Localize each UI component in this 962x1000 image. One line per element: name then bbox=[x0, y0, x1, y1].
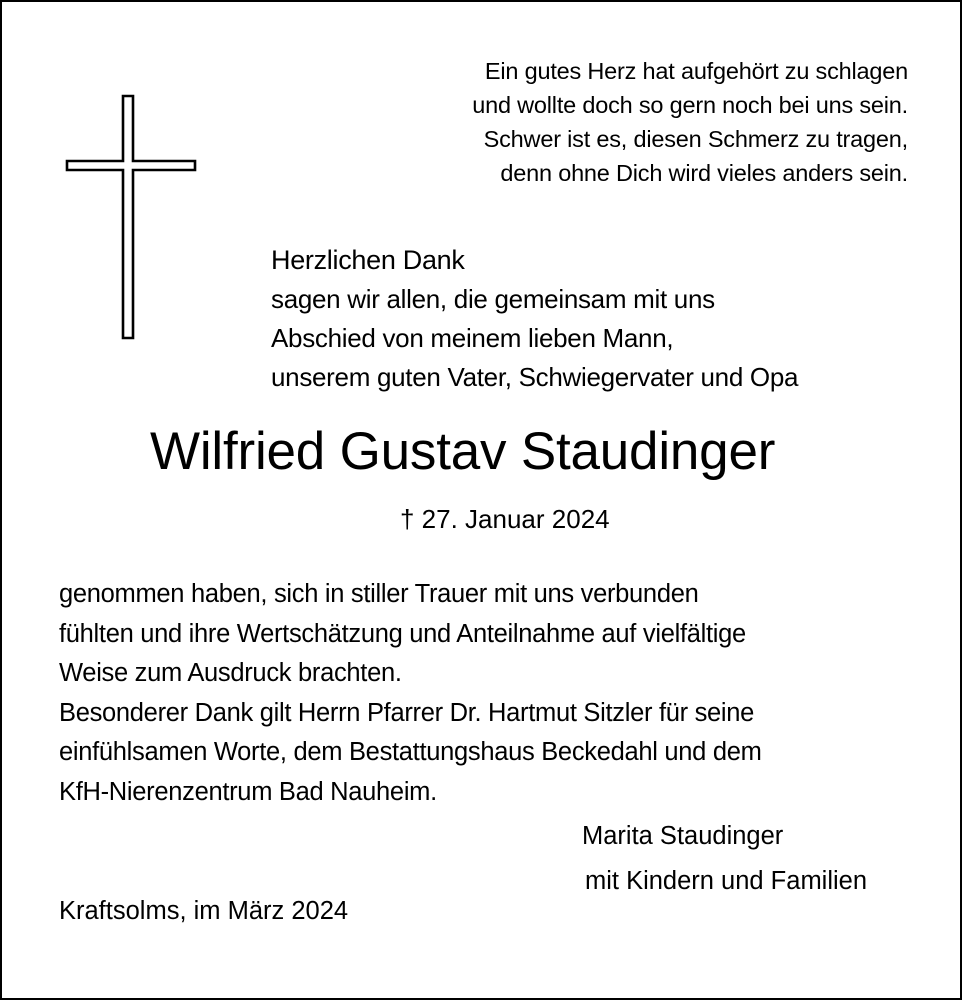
body-line: KfH-Nierenzentrum Bad Nauheim. bbox=[59, 777, 437, 806]
poem bbox=[472, 54, 908, 190]
cross-icon bbox=[64, 94, 198, 340]
thanks-line: sagen wir allen, die gemeinsam mit uns bbox=[271, 284, 715, 314]
body-line: Weise zum Ausdruck brachten. bbox=[59, 659, 402, 687]
deceased-name: Wilfried Gustav Staudinger bbox=[150, 422, 776, 481]
body-line: genommen haben, sich in stiller Trauer mit uns verbunden bbox=[59, 580, 699, 608]
body-line: Besonderer Dank gilt Herrn Pfarrer Dr. Hartmut Sitzler für seine bbox=[59, 698, 755, 727]
thanks-block bbox=[271, 240, 798, 397]
thanks-heading: Herzlichen Dank bbox=[271, 245, 465, 275]
signature-family: mit Kindern und Familien bbox=[585, 867, 868, 895]
poem-line: und wollte doch so gern noch bei uns sein. bbox=[472, 92, 908, 118]
body-line: einfühlsamen Worte, dem Bestattungshaus Beckedahl und dem bbox=[59, 738, 762, 766]
poem-line: Schwer ist es, diesen Schmerz zu tragen, bbox=[483, 126, 908, 152]
body-text bbox=[59, 575, 762, 812]
poem-line: denn ohne Dich wird vieles anders sein. bbox=[500, 160, 908, 186]
thanks-line: Abschied von meinem lieben Mann, bbox=[271, 323, 674, 353]
thanks-line: unserem guten Vater, Schwiegervater und Opa bbox=[271, 362, 799, 392]
death-date: † 27. Januar 2024 bbox=[400, 504, 610, 534]
place-date: Kraftsolms, im März 2024 bbox=[59, 897, 349, 925]
poem-line: Ein gutes Herz hat aufgehört zu schlagen bbox=[484, 58, 908, 84]
signature-name: Marita Staudinger bbox=[582, 822, 784, 850]
body-line: fühlten und ihre Wertschätzung und Anteilnahme auf vielfältige bbox=[59, 619, 746, 648]
